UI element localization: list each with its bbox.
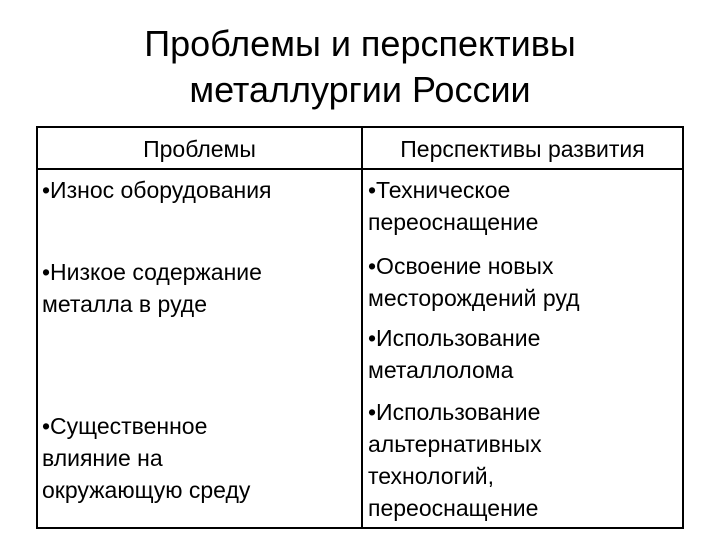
problem-item <box>42 410 250 506</box>
perspective-item-line: альтернативных <box>368 431 542 457</box>
slide-title <box>0 21 720 113</box>
slide-title-line-1: Проблемы и перспективы <box>144 23 576 64</box>
perspective-item-line: •Использование <box>368 399 541 425</box>
header-divider <box>38 168 682 170</box>
perspective-item-line: переоснащение <box>368 495 539 521</box>
perspective-item-line: переоснащение <box>368 209 539 235</box>
comparison-table <box>36 126 684 529</box>
column-header-problems: Проблемы <box>143 136 256 162</box>
problem-item-line: металла в руде <box>42 291 208 317</box>
problem-item-line: •Низкое содержание <box>42 259 262 285</box>
perspective-item-line: •Техническое <box>368 177 511 203</box>
perspective-item <box>368 396 542 524</box>
perspective-item-line: технологий, <box>368 463 494 489</box>
problem-item-line: влияние на <box>42 445 163 471</box>
perspective-item <box>368 174 538 238</box>
perspective-item-line: •Использование <box>368 325 541 351</box>
perspective-item-line: месторождений руд <box>368 285 580 311</box>
column-divider <box>361 128 363 527</box>
perspective-item-line: •Освоение новых <box>368 253 554 279</box>
perspective-item <box>368 322 540 386</box>
problem-item-line: •Существенное <box>42 413 208 439</box>
problem-item-line: •Износ оборудования <box>42 177 272 203</box>
problem-item <box>42 256 262 320</box>
problem-item-line: окружающую среду <box>42 477 251 503</box>
slide-title-line-2: металлургии России <box>189 69 531 110</box>
problem-item <box>42 174 272 206</box>
column-header-perspectives: Перспективы развития <box>400 136 645 162</box>
perspective-item-line: металлолома <box>368 357 514 383</box>
perspective-item <box>368 250 580 314</box>
